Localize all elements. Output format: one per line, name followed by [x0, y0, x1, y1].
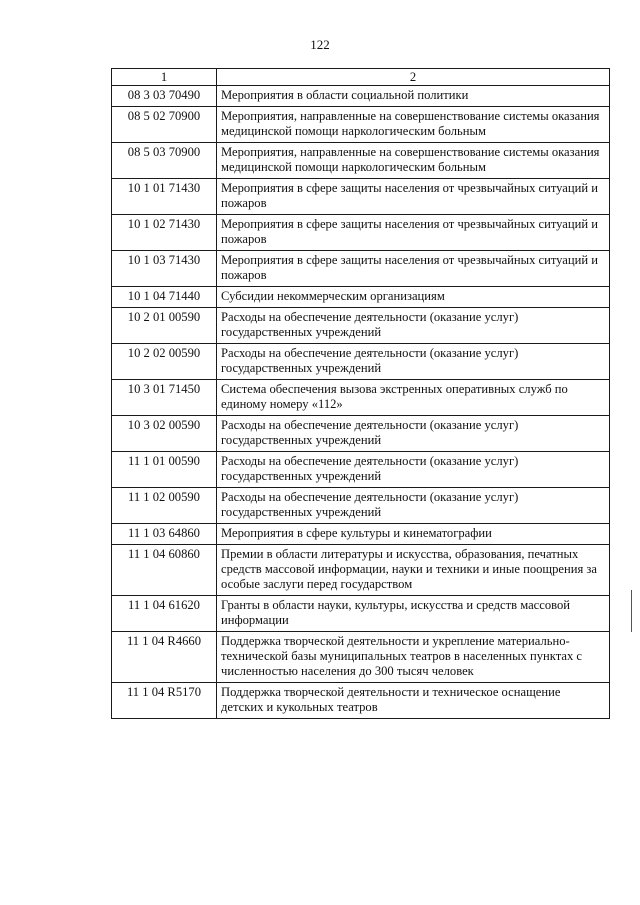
row-description: Мероприятия, направленные на совершенствование системы оказания медицинской помощи наркологическим больным — [217, 107, 610, 143]
page-number: 122 — [310, 37, 330, 52]
table-row — [112, 215, 610, 251]
row-description: Мероприятия в сфере культуры и кинематографии — [217, 524, 610, 545]
table-row — [112, 452, 610, 488]
row-description: Мероприятия, направленные на совершенствование системы оказания медицинской помощи наркологическим больным — [217, 143, 610, 179]
row-code: 10 3 02 00590 — [112, 416, 217, 452]
table-row — [112, 416, 610, 452]
row-code: 11 1 04 61620 — [112, 596, 217, 632]
row-description: Субсидии некоммерческим организациям — [217, 287, 610, 308]
table-row — [112, 632, 610, 683]
row-description: Расходы на обеспечение деятельности (оказание услуг) государственных учреждений — [217, 452, 610, 488]
row-description: Система обеспечения вызова экстренных оперативных служб по единому номеру «112» — [217, 380, 610, 416]
table-row — [112, 179, 610, 215]
budget-code-table — [111, 68, 610, 719]
row-description: Мероприятия в сфере защиты населения от чрезвычайных ситуаций и пожаров — [217, 251, 610, 287]
table-row — [112, 143, 610, 179]
row-description: Мероприятия в области социальной политики — [217, 86, 610, 107]
row-description: Мероприятия в сфере защиты населения от чрезвычайных ситуаций и пожаров — [217, 179, 610, 215]
row-description: Поддержка творческой деятельности и укрепление материально-технической базы муниципальных театров в населенных пунктах с численностью населения до 300 тысяч человек — [217, 632, 610, 683]
table-row — [112, 596, 610, 632]
row-code: 10 1 01 71430 — [112, 179, 217, 215]
row-code: 11 1 02 00590 — [112, 488, 217, 524]
row-code: 10 1 03 71430 — [112, 251, 217, 287]
row-description: Расходы на обеспечение деятельности (оказание услуг) государственных учреждений — [217, 308, 610, 344]
column-header-code: 1 — [112, 69, 217, 86]
table-header-row — [112, 69, 610, 86]
row-code: 08 5 02 70900 — [112, 107, 217, 143]
row-description: Мероприятия в сфере защиты населения от чрезвычайных ситуаций и пожаров — [217, 215, 610, 251]
row-description: Расходы на обеспечение деятельности (оказание услуг) государственных учреждений — [217, 416, 610, 452]
row-code: 11 1 04 R4660 — [112, 632, 217, 683]
table-row — [112, 251, 610, 287]
row-code: 10 3 01 71450 — [112, 380, 217, 416]
row-code: 11 1 04 R5170 — [112, 683, 217, 719]
table-row — [112, 86, 610, 107]
table-row — [112, 344, 610, 380]
table-row — [112, 545, 610, 596]
table-row — [112, 683, 610, 719]
row-code: 08 3 03 70490 — [112, 86, 217, 107]
row-code: 10 2 01 00590 — [112, 308, 217, 344]
table-row — [112, 107, 610, 143]
row-code: 10 2 02 00590 — [112, 344, 217, 380]
row-description: Гранты в области науки, культуры, искусства и средств массовой информации — [217, 596, 610, 632]
row-code: 11 1 01 00590 — [112, 452, 217, 488]
table-row — [112, 308, 610, 344]
row-code: 11 1 03 64860 — [112, 524, 217, 545]
table-row — [112, 380, 610, 416]
table-row — [112, 524, 610, 545]
row-code: 11 1 04 60860 — [112, 545, 217, 596]
row-description: Поддержка творческой деятельности и техническое оснащение детских и кукольных театров — [217, 683, 610, 719]
row-code: 08 5 03 70900 — [112, 143, 217, 179]
row-description: Расходы на обеспечение деятельности (оказание услуг) государственных учреждений — [217, 488, 610, 524]
row-description: Премии в области литературы и искусства, образования, печатных средств массовой информации, науки и техники и иные поощрения за особые заслуги перед государством — [217, 545, 610, 596]
column-header-description: 2 — [217, 69, 610, 86]
row-description: Расходы на обеспечение деятельности (оказание услуг) государственных учреждений — [217, 344, 610, 380]
table-row — [112, 488, 610, 524]
row-code: 10 1 04 71440 — [112, 287, 217, 308]
scan-margin-mark — [631, 590, 632, 632]
row-code: 10 1 02 71430 — [112, 215, 217, 251]
table-row — [112, 287, 610, 308]
